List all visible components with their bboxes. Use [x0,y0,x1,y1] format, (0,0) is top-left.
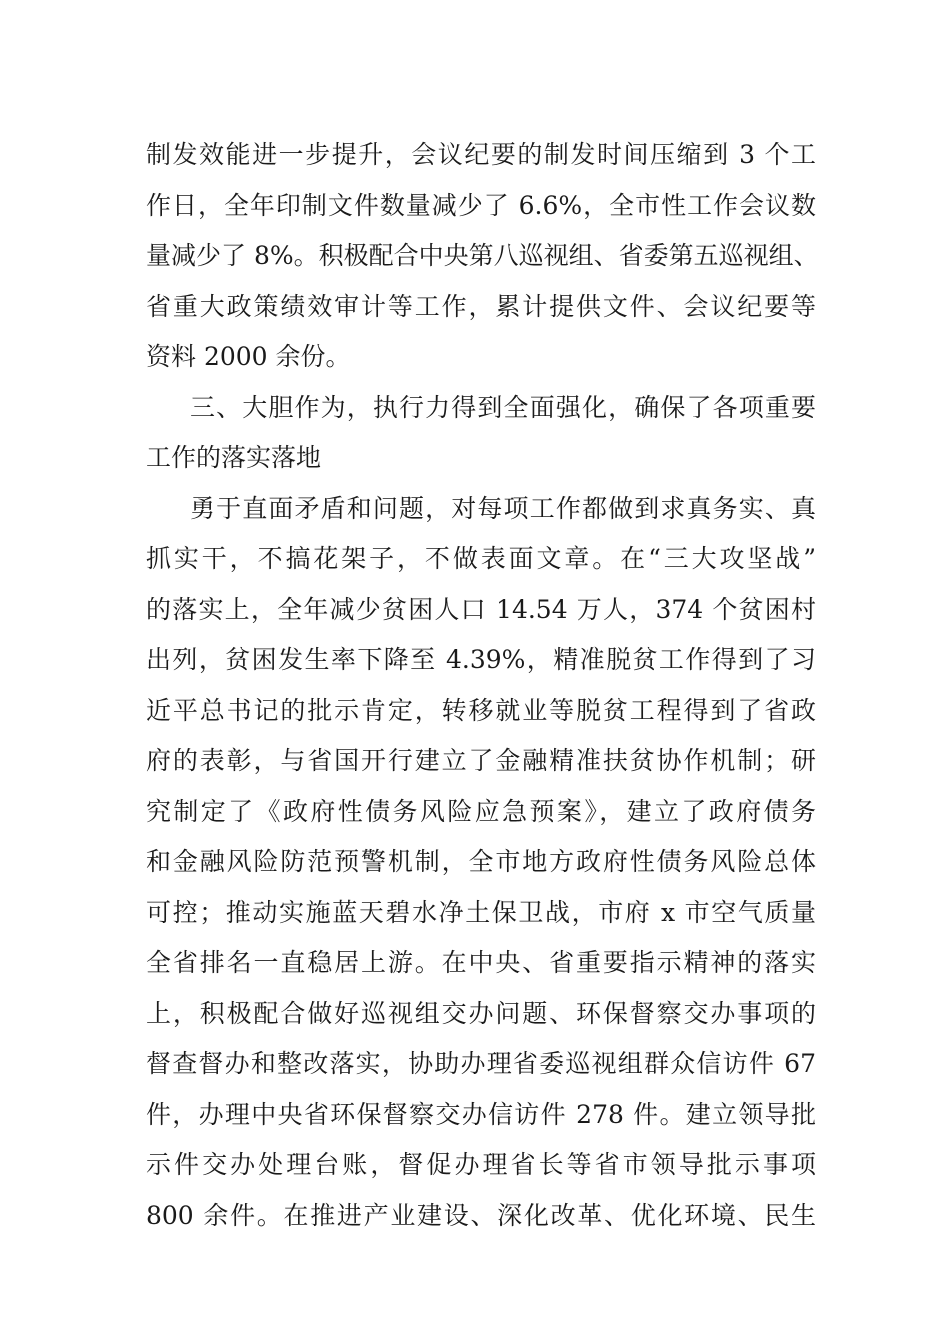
text-line: 府的表彰，与省国开行建立了金融精准扶贫协作机制；研 [146,746,816,775]
text-line: 制发效能进一步提升，会议纪要的制发时间压缩到 3 个工 [146,140,816,169]
text-line: 抓实干，不搞花架子，不做表面文章。在“三大攻坚战” [146,544,816,573]
text-line: 可控；推动实施蓝天碧水净土保卫战，市府 x 市空气质量 [146,897,816,927]
text-line: 究制定了《政府性债务风险应急预案》，建立了政府债务 [146,796,816,826]
section-heading-line: 三、大胆作为，执行力得到全面强化，确保了各项重要 [190,392,816,422]
text-line: 督查督办和整改落实，协助办理省委巡视组群众信访件 67 [146,1049,816,1078]
text-line: 省重大政策绩效审计等工作，累计提供文件、会议纪要等 [146,291,816,321]
text-line: 全省排名一直稳居上游。在中央、省重要指示精神的落实 [146,948,816,977]
text-line: 勇于直面矛盾和问题，对每项工作都做到求真务实、真 [190,493,816,523]
text-line: 资料 2000 余份。 [146,342,351,371]
document-body [146,130,819,1241]
text-line: 作日，全年印制文件数量减少了 6.6%，全市性工作会议数 [146,190,816,220]
text-line: 出列，贫困发生率下降至 4.39%，精准脱贫工作得到了习 [146,645,816,674]
section-heading-line: 工作的落实落地 [146,443,322,472]
text-line: 近平总书记的批示肯定，转移就业等脱贫工程得到了省政 [146,695,816,725]
text-line: 的落实上，全年减少贫困人口 14.54 万人，374 个贫困村 [146,594,816,624]
text-line: 和金融风险防范预警机制，全市地方政府性债务风险总体 [146,847,816,876]
text-line: 示件交办处理台账，督促办理省长等省市领导批示事项 [146,1150,816,1179]
text-line: 上，积极配合做好巡视组交办问题、环保督察交办事项的 [146,998,816,1028]
text-line: 800 余件。在推进产业建设、深化改革、优化环境、民生 [146,1200,816,1230]
text-line: 件，办理中央省环保督察交办信访件 278 件。建立领导批 [146,1099,816,1129]
text-line: 量减少了 8%。积极配合中央第八巡视组、省委第五巡视组、 [146,241,819,270]
